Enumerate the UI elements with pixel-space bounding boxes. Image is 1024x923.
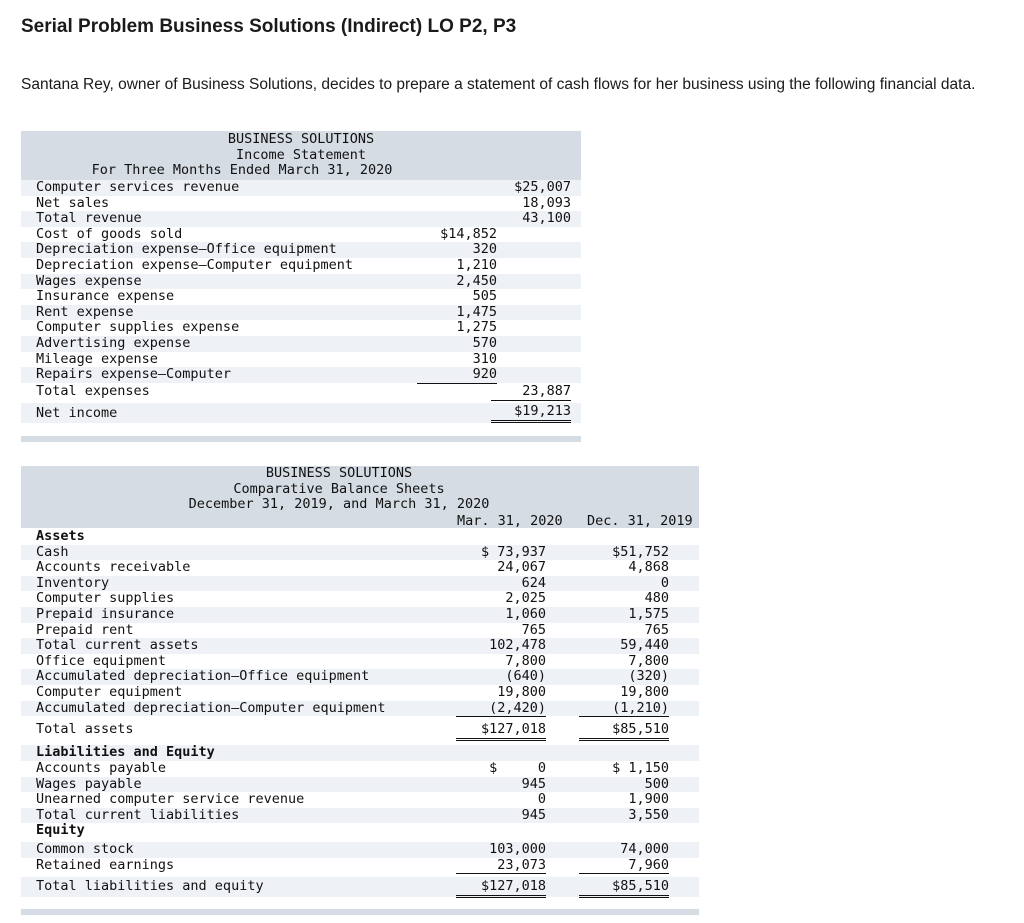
row-label: Repairs expense—Computer [36, 366, 232, 383]
row-value-mar-2020: 23,073 [456, 858, 546, 875]
row-value-mar-2020: 624 [521, 574, 546, 591]
income-statement-heading [21, 131, 581, 180]
balance-row [21, 808, 699, 824]
income-statement-name: Income Statement [235, 146, 367, 163]
row-value-dec-2019: 0 [660, 574, 669, 591]
balance-row [21, 777, 699, 793]
income-row [21, 305, 581, 321]
row-label: Total assets [36, 721, 134, 737]
row-value-mar-2020: $127,018 [456, 877, 546, 898]
row-value-detail: 320 [472, 241, 497, 258]
balance-row [21, 591, 699, 607]
income-row [21, 403, 581, 423]
row-value-dec-2019: 59,440 [620, 637, 669, 654]
income-row [21, 242, 581, 258]
row-label: Depreciation expense—Computer equipment [36, 257, 353, 273]
row-value-dec-2019: 1,900 [579, 792, 669, 809]
balance-row [21, 607, 699, 623]
income-row [21, 384, 581, 400]
row-value-dec-2019: 765 [579, 623, 669, 640]
row-label: Prepaid rent [36, 621, 134, 638]
row-label: Total current liabilities [36, 806, 240, 823]
row-value-dec-2019: 19,800 [620, 684, 669, 700]
row-value-detail: 1,210 [456, 257, 497, 273]
row-value-mar-2020: 945 [521, 806, 546, 823]
divider [21, 436, 581, 442]
balance-row [21, 877, 699, 897]
intro-paragraph: Santana Rey, owner of Business Solutions, decides to prepare a statement of cash flows for her business using the following financial data. [21, 76, 976, 93]
income-company-name: BUSINESS SOLUTIONS [227, 131, 375, 147]
row-label: Total liabilities and equity [36, 878, 264, 894]
balance-row [21, 792, 699, 808]
row-value-mar-2020: 945 [521, 775, 546, 792]
row-value-detail: 310 [472, 350, 497, 367]
balance-row [21, 842, 699, 858]
balance-row [21, 560, 699, 576]
balance-row [21, 745, 699, 761]
income-statement [21, 131, 581, 442]
row-label: Net income [36, 405, 118, 421]
income-row [21, 274, 581, 290]
balance-row [21, 685, 699, 701]
row-value-dec-2019: 7,960 [579, 858, 669, 875]
row-value-detail: 1,275 [456, 319, 497, 336]
row-value-dec-2019: 74,000 [620, 841, 669, 857]
row-value-mar-2020: (2,420) [456, 701, 546, 718]
column-header-dec-2019: Dec. 31, 2019 [587, 513, 693, 529]
balance-row [21, 545, 699, 561]
balance-statement-period: December 31, 2019, and March 31, 2020 [188, 496, 490, 512]
row-label: Accumulated depreciation—Office equipment [36, 668, 370, 685]
balance-row [21, 638, 699, 654]
income-row [21, 367, 581, 383]
row-label: Common stock [36, 841, 134, 857]
column-header-mar-2020: Mar. 31, 2020 [457, 513, 563, 529]
row-label: Cost of goods sold [36, 225, 183, 242]
row-label: Accounts payable [36, 760, 167, 776]
row-label: Retained earnings [36, 856, 175, 873]
income-row [21, 211, 581, 227]
row-label: Wages expense [36, 272, 142, 289]
row-label: Accumulated depreciation—Computer equipment [36, 699, 386, 716]
income-row [21, 289, 581, 305]
divider [21, 909, 699, 915]
row-label: Total current assets [36, 637, 199, 654]
balance-row [21, 576, 699, 592]
row-value-dec-2019: 1,575 [628, 606, 669, 622]
row-value-total: $19,213 [491, 403, 571, 423]
row-value-dec-2019: 7,800 [628, 652, 669, 669]
row-label: Computer supplies expense [36, 319, 240, 336]
balance-statement-name: Comparative Balance Sheets [233, 480, 445, 497]
row-label: Computer equipment [36, 684, 183, 700]
row-value-dec-2019: 4,868 [628, 559, 669, 576]
row-value-total: 18,093 [491, 196, 571, 213]
balance-sheet [21, 466, 699, 915]
row-label: Total expenses [36, 383, 150, 399]
balance-row [21, 529, 699, 545]
row-value-mar-2020: $ 0 [489, 760, 546, 776]
row-value-total: 23,887 [491, 384, 571, 401]
row-label: Advertising expense [36, 335, 191, 351]
row-value-detail: 2,450 [456, 272, 497, 289]
row-label: Computer supplies [36, 590, 175, 607]
row-value-mar-2020: (640) [505, 668, 546, 685]
row-value-mar-2020: 19,800 [497, 684, 546, 700]
income-statement-period: For Three Months Ended March 31, 2020 [91, 162, 393, 178]
row-value-mar-2020: 1,060 [505, 606, 546, 622]
row-label: Unearned computer service revenue [36, 791, 305, 808]
row-label: Wages payable [36, 775, 142, 792]
row-label: Office equipment [36, 652, 167, 669]
row-value-dec-2019: $85,510 [579, 721, 669, 741]
row-value-mar-2020: $ 73,937 [480, 543, 546, 560]
section-heading: Liabilities and Equity [36, 744, 215, 760]
income-row [21, 180, 581, 196]
row-value-dec-2019: $85,510 [579, 877, 669, 898]
row-value-dec-2019: 500 [644, 775, 669, 792]
row-value-mar-2020: 103,000 [489, 841, 546, 857]
section-heading: Assets [36, 528, 85, 544]
row-value-detail: $14,852 [440, 225, 497, 242]
row-value-mar-2020: 0 [456, 792, 546, 809]
balance-row [21, 669, 699, 685]
row-label: Computer services revenue [36, 179, 240, 195]
balance-row [21, 858, 699, 874]
row-value-detail: 920 [417, 367, 497, 384]
row-label: Insurance expense [36, 288, 175, 305]
row-value-mar-2020: $127,018 [456, 721, 546, 741]
row-label: Depreciation expense—Office equipment [36, 241, 337, 258]
row-value-total: $25,007 [514, 179, 571, 195]
row-value-mar-2020: 24,067 [497, 559, 546, 576]
row-label: Total revenue [36, 210, 142, 227]
row-value-dec-2019: 480 [644, 590, 669, 607]
page-title: Serial Problem Business Solutions (Indirect) LO P2, P3 [21, 16, 517, 37]
balance-company-name: BUSINESS SOLUTIONS [265, 465, 413, 481]
balance-row [21, 623, 699, 639]
row-value-dec-2019: $ 1,150 [612, 760, 669, 776]
row-label: Rent expense [36, 303, 134, 320]
row-value-detail: 570 [472, 335, 497, 351]
balance-row [21, 823, 699, 839]
balance-row [21, 761, 699, 777]
row-label: Cash [36, 543, 69, 560]
section-heading: Equity [36, 822, 85, 839]
balance-row [21, 721, 699, 739]
row-value-mar-2020: 2,025 [505, 590, 546, 607]
income-row [21, 336, 581, 352]
income-row [21, 227, 581, 243]
balance-row [21, 701, 699, 717]
income-row [21, 258, 581, 274]
row-value-total: 43,100 [522, 210, 571, 227]
row-label: Accounts receivable [36, 559, 191, 576]
row-value-dec-2019: (320) [628, 668, 669, 685]
balance-sheet-heading [21, 466, 699, 528]
row-label: Inventory [36, 574, 110, 591]
row-label: Mileage expense [36, 350, 158, 367]
row-value-mar-2020: 102,478 [489, 637, 546, 654]
row-value-mar-2020: 765 [456, 623, 546, 640]
row-value-mar-2020: 7,800 [505, 652, 546, 669]
income-row [21, 320, 581, 336]
row-value-dec-2019: (1,210) [579, 701, 669, 718]
row-value-detail: 505 [472, 288, 497, 305]
balance-row [21, 654, 699, 670]
row-label: Prepaid insurance [36, 606, 175, 622]
income-row [21, 196, 581, 212]
income-row [21, 352, 581, 368]
row-value-dec-2019: $51,752 [612, 543, 669, 560]
row-label: Net sales [36, 194, 110, 211]
row-value-dec-2019: 3,550 [628, 806, 669, 823]
row-value-detail: 1,475 [456, 303, 497, 320]
